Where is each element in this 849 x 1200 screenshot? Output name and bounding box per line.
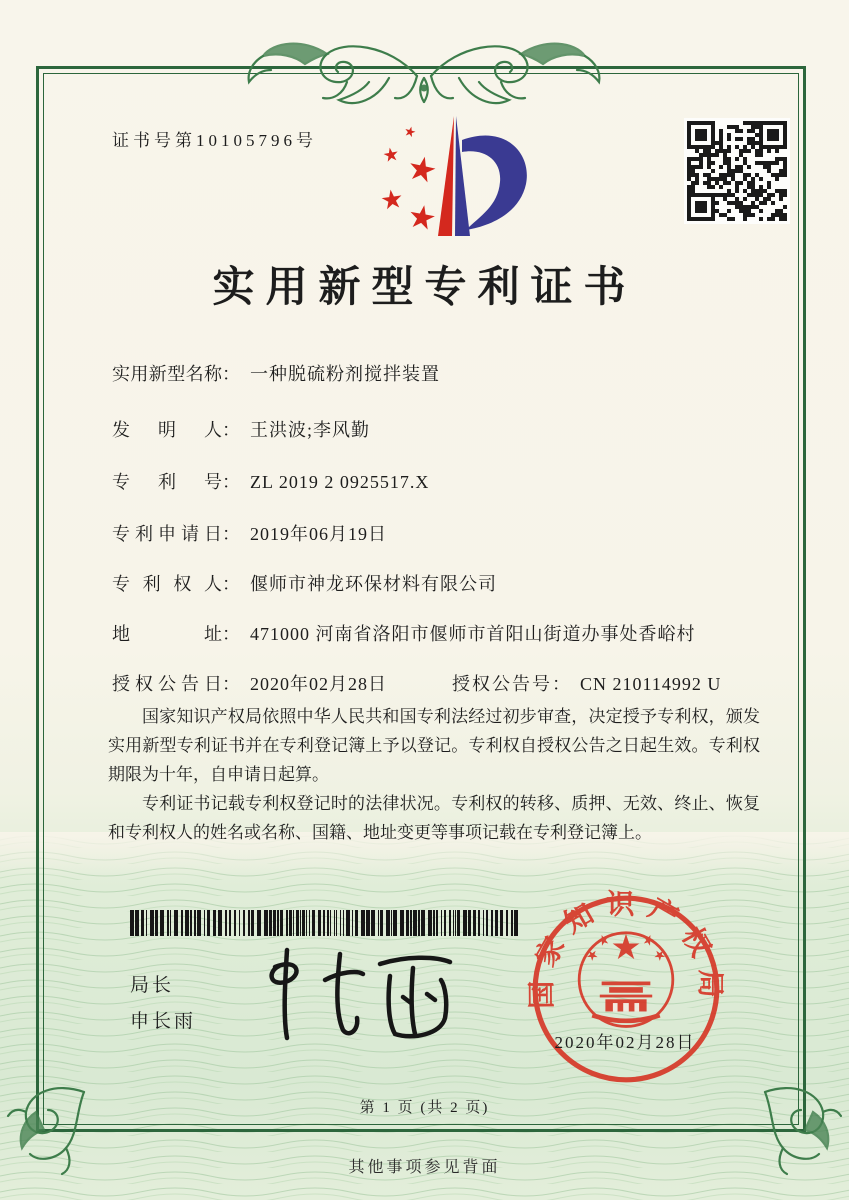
field-value: 2019年06月19日: [250, 524, 387, 544]
colon: ：: [552, 674, 570, 694]
signature-handwriting: [245, 942, 475, 1042]
director-role-label: 局长: [130, 975, 175, 996]
field-label: 实用新型名称: [112, 364, 222, 384]
field-value: 2020年02月28日: [250, 674, 387, 694]
colon: ：: [222, 674, 240, 694]
certificate-number: 证书号第10105796号: [112, 131, 317, 150]
field-label: 授权公告日: [112, 674, 222, 694]
certificate-title: 实用新型专利证书: [212, 265, 637, 311]
field-value: 王洪波;李风勤: [250, 420, 371, 440]
field-row-inventor: [112, 416, 370, 442]
colon: ：: [222, 472, 240, 492]
colon: ：: [222, 574, 240, 594]
field-label: 专利号: [112, 472, 222, 492]
field-label: 专利权人: [112, 574, 222, 594]
legal-paragraph: 专利证书记载专利权登记时的法律状况。专利权的转移、质押、无效、终止、恢复和专利权人的姓名或名称、国籍、地址变更等事项记载在专利登记簿上。: [108, 794, 760, 842]
field-row-address: [112, 620, 696, 646]
field-label: 专利申请日: [112, 524, 222, 544]
field-row-filing-date: [112, 520, 387, 546]
back-side-note: 其他事项参见背面: [348, 1159, 501, 1176]
colon: ：: [222, 524, 240, 544]
qr-code-icon: [684, 118, 790, 224]
colon: ：: [222, 364, 240, 384]
colon: ：: [222, 624, 240, 644]
field-row-patentee: [112, 570, 497, 596]
field-value: 一种脱硫粉剂搅拌装置: [250, 364, 440, 384]
legal-text-block: [108, 702, 760, 847]
seal-text: 国家知识产权局: [526, 889, 726, 1009]
field-value: 471000 河南省洛阳市偃师市首阳山街道办事处香峪村: [250, 624, 696, 644]
field-label: 授权公告号: [452, 674, 552, 694]
national-emblem-icon: [579, 933, 673, 1027]
field-row-grant-date: [112, 670, 722, 696]
director-name: 申长雨: [130, 1011, 197, 1032]
field-value: ZL 2019 2 0925517.X: [250, 472, 430, 492]
colon: ：: [222, 420, 240, 440]
legal-paragraph: 国家知识产权局依照中华人民共和国专利法经过初步审查，决定授予专利权，颁发实用新型专利证书并在专利登记簿上予以登记。专利权自授权公告之日起生效。专利权期限为十年，自申请日起算。: [108, 707, 760, 784]
page-number: 第 1 页 (共 2 页): [359, 1100, 490, 1116]
top-scrollwork-ornament: [239, 36, 609, 116]
field-row-patent-no: [112, 468, 429, 494]
barcode-icon: [128, 910, 526, 937]
field-label: 发明人: [112, 420, 222, 440]
field-grant-number: [452, 670, 721, 696]
cnipa-logo-icon: [366, 110, 536, 238]
seal-date: 2020年02月28日: [554, 1033, 696, 1052]
field-row-name: [112, 360, 440, 386]
official-seal: [523, 886, 729, 1092]
field-value: CN 210114992 U: [580, 674, 722, 694]
field-value: 偃师市神龙环保材料有限公司: [250, 574, 497, 594]
field-label: 地址: [112, 624, 222, 644]
